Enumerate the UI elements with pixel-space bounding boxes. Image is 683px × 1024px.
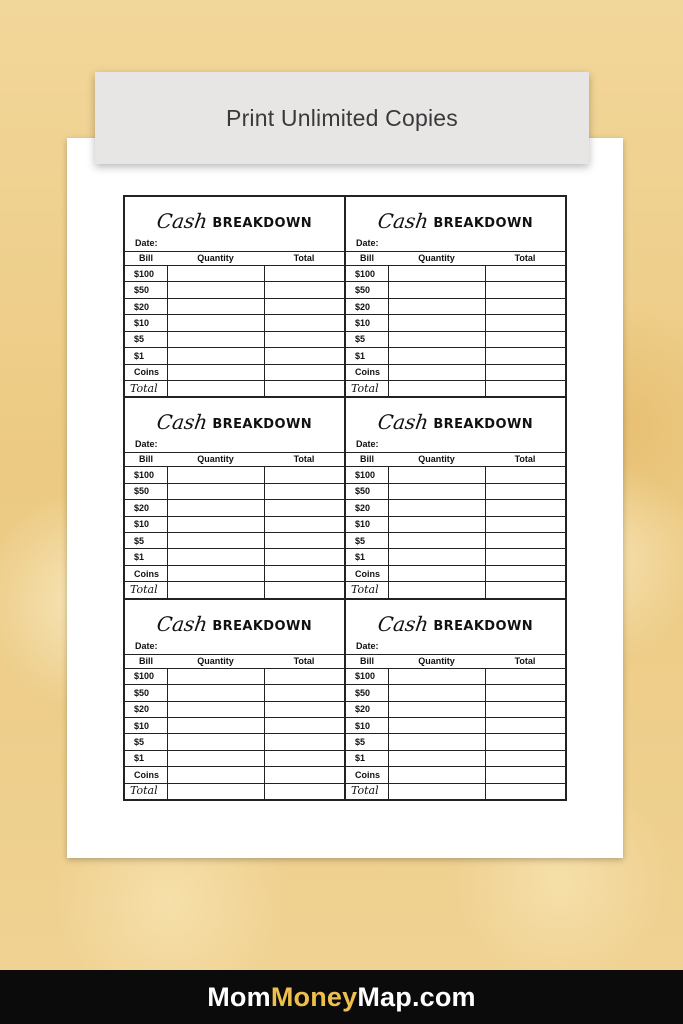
quantity-cell[interactable] — [388, 298, 485, 314]
quantity-cell[interactable] — [167, 500, 264, 516]
table-row — [346, 282, 565, 298]
total-cell[interactable] — [264, 685, 344, 701]
bill-label: $1 — [346, 750, 388, 766]
date-field[interactable] — [125, 436, 344, 453]
total-cell[interactable] — [485, 533, 565, 549]
cash-breakdown-card — [124, 196, 345, 397]
grand-total-cell[interactable] — [485, 783, 565, 799]
total-cell[interactable] — [485, 685, 565, 701]
date-field[interactable] — [125, 638, 344, 655]
grand-total-row — [346, 380, 565, 396]
grand-total-row — [125, 380, 344, 396]
total-cell[interactable] — [485, 467, 565, 483]
table-header-row — [125, 453, 344, 467]
grand-total-quantity-cell[interactable] — [388, 783, 485, 799]
bill-label: $10 — [125, 717, 167, 733]
table-header-row — [346, 655, 565, 669]
card-title-bold: BREAKDOWN — [433, 618, 533, 634]
total-cell[interactable] — [485, 565, 565, 581]
column-header-total: Total — [264, 655, 344, 669]
cash-table — [125, 453, 344, 597]
total-cell[interactable] — [485, 331, 565, 347]
bill-label: $5 — [346, 331, 388, 347]
bill-label: $10 — [346, 717, 388, 733]
grand-total-quantity-cell[interactable] — [167, 783, 264, 799]
total-cell[interactable] — [485, 668, 565, 684]
grand-total-quantity-cell[interactable] — [167, 380, 264, 396]
column-header-bill: Bill — [125, 655, 167, 669]
total-cell[interactable] — [264, 717, 344, 733]
bill-label: $20 — [125, 500, 167, 516]
card-title-script: Cash — [376, 209, 431, 233]
bill-label: $100 — [346, 266, 388, 282]
total-cell[interactable] — [264, 734, 344, 750]
quantity-cell[interactable] — [388, 549, 485, 565]
quantity-cell[interactable] — [388, 467, 485, 483]
grand-total-row — [125, 783, 344, 799]
total-cell[interactable] — [264, 266, 344, 282]
bill-label: $1 — [346, 348, 388, 364]
bill-label: $100 — [346, 668, 388, 684]
bill-label: $20 — [346, 298, 388, 314]
cash-breakdown-card — [345, 599, 566, 800]
bill-label: $5 — [125, 331, 167, 347]
bill-label: $20 — [346, 701, 388, 717]
column-header-quantity: Quantity — [167, 252, 264, 266]
table-row — [346, 331, 565, 347]
table-header-row — [125, 252, 344, 266]
quantity-cell[interactable] — [167, 315, 264, 331]
table-row — [346, 668, 565, 684]
total-cell[interactable] — [264, 750, 344, 766]
print-banner — [95, 72, 589, 164]
card-title — [346, 600, 565, 638]
column-header-total: Total — [485, 252, 565, 266]
table-row — [346, 348, 565, 364]
card-title-bold: BREAKDOWN — [212, 216, 312, 231]
quantity-cell[interactable] — [388, 565, 485, 581]
table-row — [346, 685, 565, 701]
date-label: Date: — [135, 238, 158, 248]
total-cell[interactable] — [264, 364, 344, 380]
card-title-bold: BREAKDOWN — [433, 216, 533, 231]
quantity-cell[interactable] — [388, 668, 485, 684]
bill-label: Coins — [125, 767, 167, 783]
quantity-cell[interactable] — [167, 282, 264, 298]
column-header-bill: Bill — [346, 252, 388, 266]
total-cell[interactable] — [485, 516, 565, 532]
bill-label: $100 — [125, 467, 167, 483]
total-cell[interactable] — [264, 483, 344, 499]
column-header-quantity: Quantity — [388, 453, 485, 467]
date-label: Date: — [356, 640, 379, 651]
bill-label: $1 — [125, 750, 167, 766]
table-row — [125, 717, 344, 733]
bill-label: $50 — [346, 685, 388, 701]
total-cell[interactable] — [485, 282, 565, 298]
date-label: Date: — [356, 238, 379, 248]
quantity-cell[interactable] — [167, 734, 264, 750]
column-header-bill: Bill — [346, 655, 388, 669]
grand-total-cell[interactable] — [485, 380, 565, 396]
grand-total-quantity-cell[interactable] — [388, 380, 485, 396]
table-row — [125, 467, 344, 483]
column-header-total: Total — [485, 453, 565, 467]
table-row — [346, 565, 565, 581]
table-row — [346, 315, 565, 331]
total-cell[interactable] — [264, 298, 344, 314]
cash-breakdown-card — [345, 397, 566, 598]
column-header-total: Total — [485, 655, 565, 669]
total-cell[interactable] — [485, 500, 565, 516]
quantity-cell[interactable] — [167, 668, 264, 684]
total-cell[interactable] — [264, 516, 344, 532]
table-row — [125, 298, 344, 314]
bill-label: $50 — [125, 685, 167, 701]
cash-breakdown-card — [124, 599, 345, 800]
grand-total-label: Total — [346, 582, 388, 598]
table-row — [125, 734, 344, 750]
bill-label: $100 — [125, 266, 167, 282]
grand-total-cell[interactable] — [264, 783, 344, 799]
column-header-bill: Bill — [125, 252, 167, 266]
bill-label: Coins — [125, 565, 167, 581]
quantity-cell[interactable] — [388, 364, 485, 380]
quantity-cell[interactable] — [388, 685, 485, 701]
quantity-cell[interactable] — [388, 500, 485, 516]
quantity-cell[interactable] — [167, 516, 264, 532]
table-header-row — [346, 453, 565, 467]
cash-table — [125, 252, 344, 396]
card-title-bold: BREAKDOWN — [212, 618, 312, 634]
quantity-cell[interactable] — [388, 750, 485, 766]
card-title — [125, 600, 344, 638]
table-header-row — [346, 252, 565, 266]
quantity-cell[interactable] — [388, 315, 485, 331]
table-row — [125, 750, 344, 766]
quantity-cell[interactable] — [167, 467, 264, 483]
cash-breakdown-card — [345, 196, 566, 397]
total-cell[interactable] — [485, 750, 565, 766]
column-header-quantity: Quantity — [388, 252, 485, 266]
card-title-script: Cash — [155, 410, 210, 435]
table-row — [125, 331, 344, 347]
grand-total-label: Total — [125, 380, 167, 396]
card-title-script: Cash — [155, 209, 210, 233]
table-row — [125, 668, 344, 684]
table-row — [125, 483, 344, 499]
total-cell[interactable] — [264, 767, 344, 783]
grand-total-quantity-cell[interactable] — [388, 582, 485, 598]
card-title — [125, 398, 344, 436]
total-cell[interactable] — [264, 282, 344, 298]
card-title-script: Cash — [155, 611, 210, 636]
bill-label: Coins — [346, 767, 388, 783]
total-cell[interactable] — [264, 348, 344, 364]
quantity-cell[interactable] — [167, 767, 264, 783]
quantity-cell[interactable] — [167, 717, 264, 733]
grand-total-row — [346, 783, 565, 799]
quantity-cell[interactable] — [388, 282, 485, 298]
footer-brand-money: Money — [270, 981, 358, 1012]
site-footer[interactable] — [0, 970, 683, 1024]
total-cell[interactable] — [485, 549, 565, 565]
card-title-bold: BREAKDOWN — [433, 417, 533, 433]
bill-label: $1 — [125, 549, 167, 565]
cash-table — [125, 655, 344, 799]
total-cell[interactable] — [264, 331, 344, 347]
grand-total-label: Total — [125, 582, 167, 598]
total-cell[interactable] — [485, 767, 565, 783]
column-header-bill: Bill — [125, 453, 167, 467]
quantity-cell[interactable] — [388, 717, 485, 733]
column-header-bill: Bill — [346, 453, 388, 467]
bill-label: $5 — [125, 734, 167, 750]
quantity-cell[interactable] — [167, 533, 264, 549]
table-row — [125, 533, 344, 549]
total-cell[interactable] — [485, 701, 565, 717]
total-cell[interactable] — [264, 668, 344, 684]
banner-text: Print Unlimited Copies — [226, 104, 458, 131]
date-field[interactable] — [346, 235, 565, 252]
table-row — [125, 500, 344, 516]
grand-total-label: Total — [346, 380, 388, 396]
table-row — [125, 516, 344, 532]
quantity-cell[interactable] — [388, 701, 485, 717]
bill-label: $5 — [346, 734, 388, 750]
table-row — [346, 717, 565, 733]
table-row — [125, 549, 344, 565]
total-cell[interactable] — [485, 483, 565, 499]
bill-label: $20 — [346, 500, 388, 516]
table-row — [125, 701, 344, 717]
quantity-cell[interactable] — [167, 483, 264, 499]
total-cell[interactable] — [264, 500, 344, 516]
card-title-script: Cash — [376, 410, 431, 435]
bill-label: Coins — [125, 364, 167, 380]
bill-label: $20 — [125, 701, 167, 717]
quantity-cell[interactable] — [167, 565, 264, 581]
table-row — [346, 467, 565, 483]
bill-label: Coins — [346, 565, 388, 581]
bill-label: $50 — [346, 483, 388, 499]
table-row — [125, 266, 344, 282]
quantity-cell[interactable] — [167, 549, 264, 565]
grand-total-row — [125, 582, 344, 598]
column-header-quantity: Quantity — [167, 453, 264, 467]
total-cell[interactable] — [264, 549, 344, 565]
date-label: Date: — [135, 439, 158, 450]
table-row — [125, 767, 344, 783]
table-row — [346, 549, 565, 565]
table-row — [346, 364, 565, 380]
card-title-script: Cash — [376, 611, 431, 636]
bill-label: $10 — [125, 315, 167, 331]
table-row — [346, 750, 565, 766]
table-row — [346, 483, 565, 499]
total-cell[interactable] — [264, 467, 344, 483]
quantity-cell[interactable] — [167, 701, 264, 717]
total-cell[interactable] — [485, 734, 565, 750]
bill-label: $10 — [346, 315, 388, 331]
card-title — [125, 197, 344, 235]
table-row — [346, 266, 565, 282]
table-row — [125, 282, 344, 298]
bill-label: $10 — [346, 516, 388, 532]
quantity-cell[interactable] — [388, 767, 485, 783]
grand-total-label: Total — [346, 783, 388, 799]
quantity-cell[interactable] — [167, 348, 264, 364]
bill-label: $50 — [125, 282, 167, 298]
grand-total-cell[interactable] — [485, 582, 565, 598]
grand-total-row — [346, 582, 565, 598]
cash-table — [346, 453, 565, 597]
total-cell[interactable] — [485, 315, 565, 331]
table-row — [346, 500, 565, 516]
cash-breakdown-card — [124, 397, 345, 598]
quantity-cell[interactable] — [167, 685, 264, 701]
grand-total-cell[interactable] — [264, 582, 344, 598]
card-title-bold: BREAKDOWN — [212, 417, 312, 433]
table-row — [346, 298, 565, 314]
table-row — [346, 734, 565, 750]
table-row — [346, 701, 565, 717]
quantity-cell[interactable] — [388, 266, 485, 282]
cash-breakdown-grid — [123, 195, 567, 801]
cash-table — [346, 252, 565, 396]
quantity-cell[interactable] — [167, 331, 264, 347]
total-cell[interactable] — [264, 701, 344, 717]
column-header-total: Total — [264, 453, 344, 467]
table-row — [346, 767, 565, 783]
total-cell[interactable] — [485, 717, 565, 733]
bill-label: $100 — [346, 467, 388, 483]
table-header-row — [125, 655, 344, 669]
total-cell[interactable] — [485, 266, 565, 282]
table-row — [125, 364, 344, 380]
quantity-cell[interactable] — [167, 364, 264, 380]
bill-label: $100 — [125, 668, 167, 684]
table-row — [125, 348, 344, 364]
quantity-cell[interactable] — [388, 533, 485, 549]
cash-table — [346, 655, 565, 799]
quantity-cell[interactable] — [388, 516, 485, 532]
bill-label: $50 — [125, 483, 167, 499]
total-cell[interactable] — [485, 364, 565, 380]
card-title — [346, 398, 565, 436]
quantity-cell[interactable] — [388, 734, 485, 750]
total-cell[interactable] — [264, 533, 344, 549]
grand-total-quantity-cell[interactable] — [167, 582, 264, 598]
bill-label: $10 — [125, 516, 167, 532]
table-row — [125, 315, 344, 331]
date-field[interactable] — [125, 235, 344, 252]
quantity-cell[interactable] — [167, 266, 264, 282]
table-row — [346, 516, 565, 532]
bill-label: $5 — [346, 533, 388, 549]
quantity-cell[interactable] — [167, 750, 264, 766]
date-field[interactable] — [346, 638, 565, 655]
table-row — [125, 565, 344, 581]
quantity-cell[interactable] — [388, 483, 485, 499]
footer-brand-map: Map.com — [357, 981, 476, 1012]
table-row — [125, 685, 344, 701]
footer-brand-mom: Mom — [207, 981, 271, 1012]
date-label: Date: — [135, 640, 158, 651]
total-cell[interactable] — [485, 348, 565, 364]
table-row — [346, 533, 565, 549]
bill-label: $1 — [346, 549, 388, 565]
grand-total-label: Total — [125, 783, 167, 799]
date-label: Date: — [356, 439, 379, 450]
total-cell[interactable] — [485, 298, 565, 314]
bill-label: $5 — [125, 533, 167, 549]
bill-label: Coins — [346, 364, 388, 380]
column-header-quantity: Quantity — [388, 655, 485, 669]
bill-label: $20 — [125, 298, 167, 314]
column-header-quantity: Quantity — [167, 655, 264, 669]
quantity-cell[interactable] — [388, 348, 485, 364]
quantity-cell[interactable] — [388, 331, 485, 347]
bill-label: $50 — [346, 282, 388, 298]
bill-label: $1 — [125, 348, 167, 364]
grand-total-cell[interactable] — [264, 380, 344, 396]
quantity-cell[interactable] — [167, 298, 264, 314]
column-header-total: Total — [264, 252, 344, 266]
date-field[interactable] — [346, 436, 565, 453]
total-cell[interactable] — [264, 315, 344, 331]
total-cell[interactable] — [264, 565, 344, 581]
card-title — [346, 197, 565, 235]
